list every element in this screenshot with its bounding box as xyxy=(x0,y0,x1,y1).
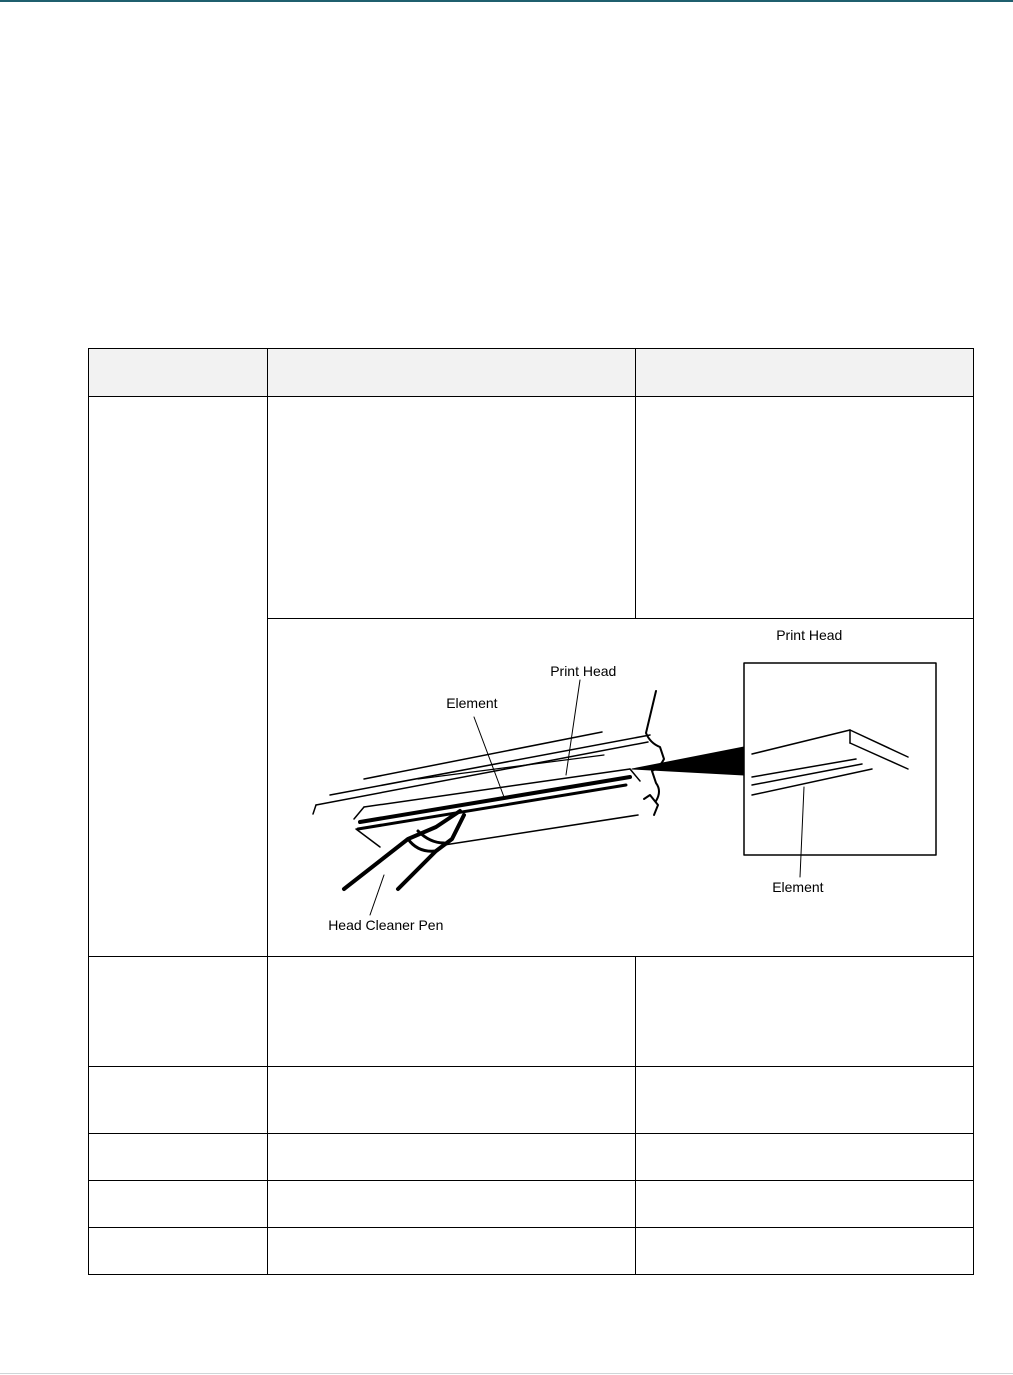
cell-part xyxy=(89,1228,268,1275)
cell-part xyxy=(89,1067,268,1134)
cell-part xyxy=(89,1181,268,1228)
table-row-print-head xyxy=(89,397,974,619)
cell-method xyxy=(268,1181,635,1228)
header-rule xyxy=(0,0,1013,2)
footer-rule xyxy=(0,1373,1013,1374)
cell-figure xyxy=(268,619,974,957)
label-print-head-main: Print Head xyxy=(550,663,617,679)
cell-method xyxy=(268,957,635,1067)
table-header-row xyxy=(89,349,974,397)
cell-part-print-head xyxy=(89,397,268,957)
cell-interval xyxy=(635,1134,973,1181)
label-element-callout: Element xyxy=(772,879,824,895)
header-cell-part xyxy=(89,349,268,397)
table-row xyxy=(89,957,974,1067)
header-cell-method xyxy=(268,349,635,397)
cell-method xyxy=(268,1067,635,1134)
cell-part xyxy=(89,1134,268,1181)
label-cleaner-pen: Head Cleaner Pen xyxy=(328,917,444,933)
cell-interval xyxy=(635,1181,973,1228)
table-row xyxy=(89,1181,974,1228)
cell-interval xyxy=(635,1228,973,1275)
cell-method xyxy=(268,1134,635,1181)
print-head-illustration xyxy=(268,619,973,956)
cell-interval xyxy=(635,957,973,1067)
header-cell-interval xyxy=(635,349,973,397)
label-print-head-callout: Print Head xyxy=(776,627,843,643)
cell-interval xyxy=(635,1067,973,1134)
cell-method-print-head xyxy=(268,397,635,619)
cell-interval-print-head xyxy=(635,397,973,619)
table-row xyxy=(89,1067,974,1134)
maintenance-table xyxy=(88,348,974,1275)
table-row xyxy=(89,1228,974,1275)
cell-method xyxy=(268,1228,635,1275)
cell-part xyxy=(89,957,268,1067)
label-element-main: Element xyxy=(446,695,498,711)
print-head-cleaning-figure xyxy=(268,619,973,956)
table-row xyxy=(89,1134,974,1181)
